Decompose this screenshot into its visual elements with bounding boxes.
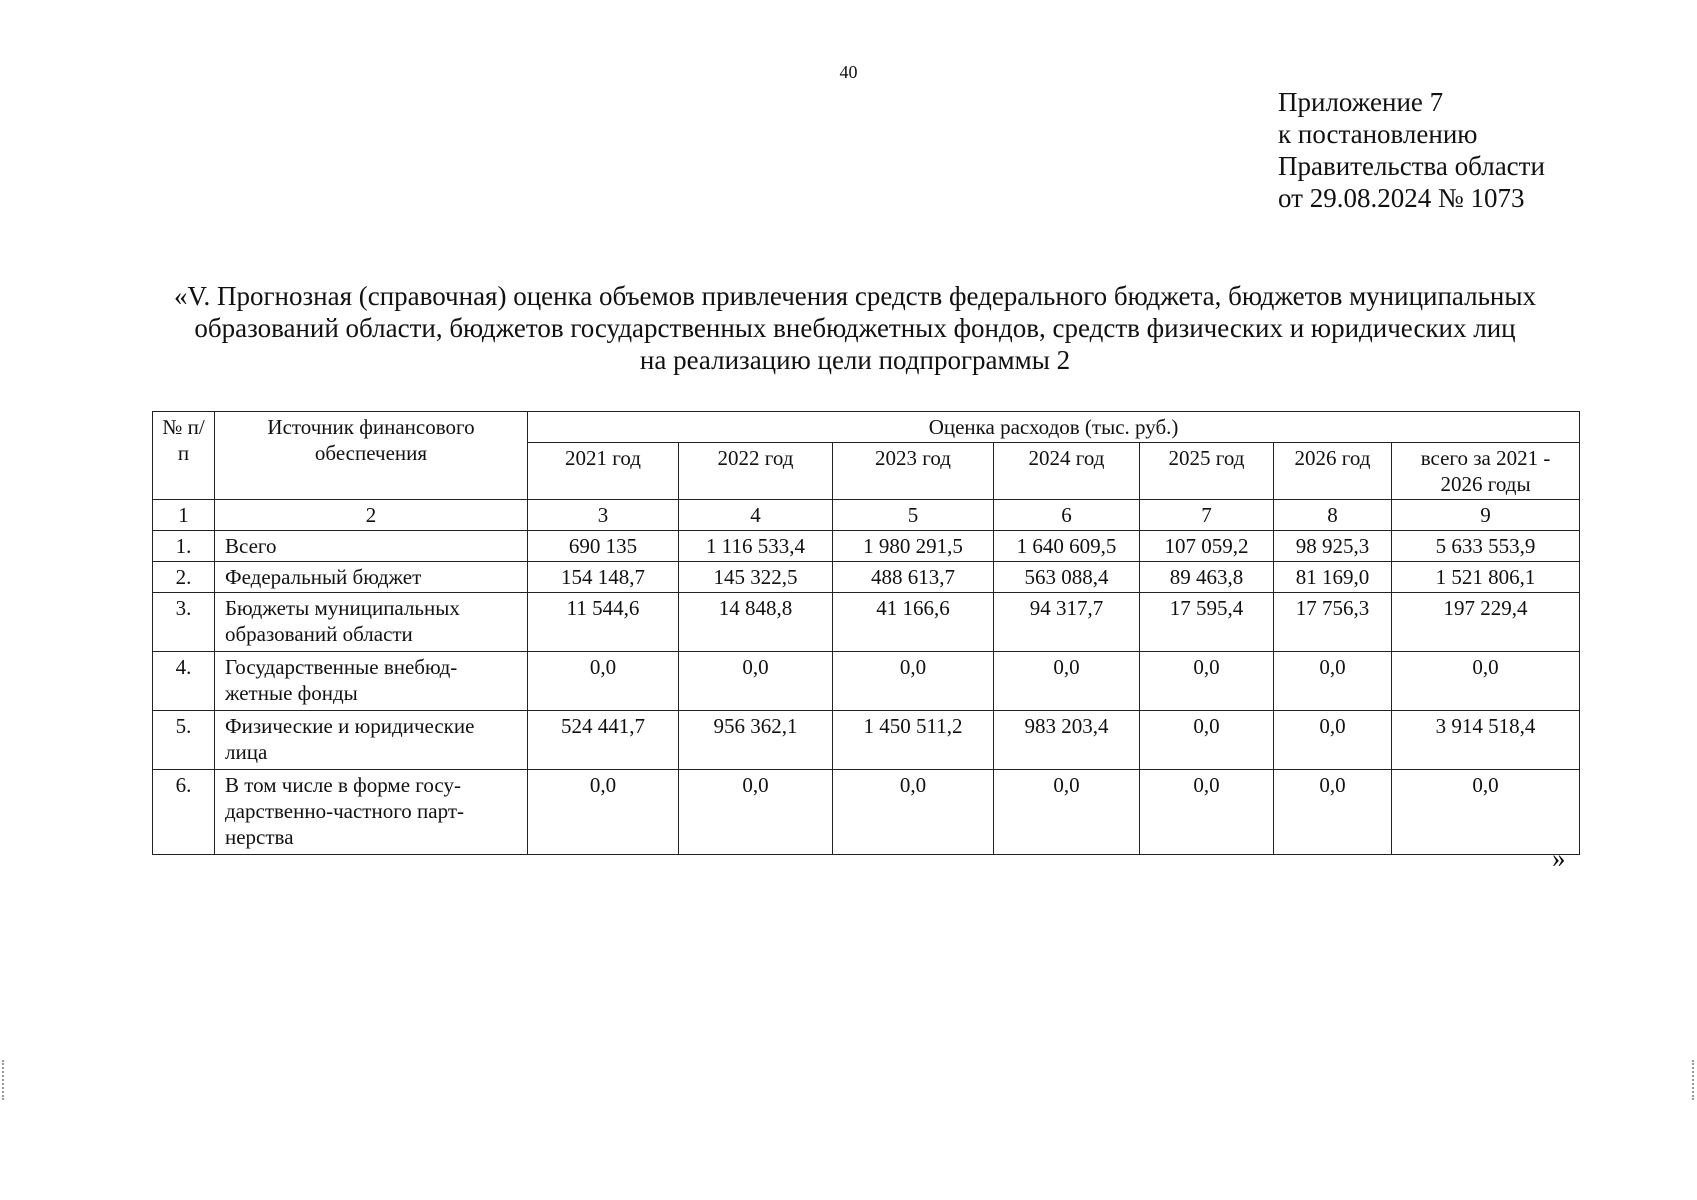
page-number: 40	[839, 62, 858, 82]
appendix-line-2: к постановлению	[1278, 119, 1478, 149]
financing-table	[152, 411, 1580, 855]
header-year: 2023 год	[833, 443, 994, 500]
header-year: 2021 год	[528, 443, 679, 500]
header-year: 2024 год	[994, 443, 1140, 500]
row-value: 17 595,4	[1140, 593, 1274, 652]
row-value: 0,0	[1140, 652, 1274, 711]
column-number: 4	[679, 500, 833, 531]
column-number: 8	[1274, 500, 1392, 531]
header-num: № п/п	[153, 412, 215, 500]
section-title	[120, 280, 1590, 376]
table-row	[153, 562, 1580, 593]
table-row	[153, 711, 1580, 770]
appendix-line-3: Правительства области	[1278, 151, 1545, 181]
row-value: 563 088,4	[994, 562, 1140, 593]
row-source-name: В том числе в форме госу-дарственно-частного парт-нерства	[215, 770, 528, 855]
row-source-name: Бюджеты муниципальных образований области	[215, 593, 528, 652]
row-num: 4.	[153, 652, 215, 711]
row-value: 1 640 609,5	[994, 531, 1140, 562]
table-row	[153, 531, 1580, 562]
title-line-3: на реализацию цели подпрограммы 2	[639, 345, 1071, 375]
column-number: 6	[994, 500, 1140, 531]
row-value: 524 441,7	[528, 711, 679, 770]
row-value: 983 203,4	[994, 711, 1140, 770]
title-line-1: «V. Прогнозная (справочная) оценка объемов привлечения средств федерального бюджета, бюджетов муниципальных	[173, 281, 1537, 311]
header-source: Источник финансового обеспечения	[215, 412, 528, 500]
row-value: 956 362,1	[679, 711, 833, 770]
row-value: 0,0	[833, 652, 994, 711]
row-value: 107 059,2	[1140, 531, 1274, 562]
appendix-line-4: от 29.08.2024 № 1073	[1278, 183, 1525, 213]
row-value: 17 756,3	[1274, 593, 1392, 652]
row-source-name: Федеральный бюджет	[215, 562, 528, 593]
row-total: 197 229,4	[1392, 593, 1580, 652]
column-number: 5	[833, 500, 994, 531]
row-source-name: Физические и юридические лица	[215, 711, 528, 770]
row-value: 0,0	[994, 652, 1140, 711]
column-number: 3	[528, 500, 679, 531]
row-value: 89 463,8	[1140, 562, 1274, 593]
row-num: 1.	[153, 531, 215, 562]
row-value: 1 116 533,4	[679, 531, 833, 562]
row-num: 5.	[153, 711, 215, 770]
row-value: 690 135	[528, 531, 679, 562]
scan-edge-mark-right	[1692, 1060, 1696, 1100]
row-value: 1 980 291,5	[833, 531, 994, 562]
column-number: 2	[215, 500, 528, 531]
row-value: 98 925,3	[1274, 531, 1392, 562]
row-source-name: Государственные внебюд-жетные фонды	[215, 652, 528, 711]
row-total: 5 633 553,9	[1392, 531, 1580, 562]
row-total: 0,0	[1392, 770, 1580, 855]
row-value: 0,0	[528, 770, 679, 855]
column-number: 7	[1140, 500, 1274, 531]
row-value: 145 322,5	[679, 562, 833, 593]
row-total: 0,0	[1392, 652, 1580, 711]
row-value: 0,0	[1274, 770, 1392, 855]
row-source-name: Всего	[215, 531, 528, 562]
row-num: 6.	[153, 770, 215, 855]
row-value: 0,0	[679, 652, 833, 711]
table-row	[153, 593, 1580, 652]
row-num: 3.	[153, 593, 215, 652]
row-total: 1 521 806,1	[1392, 562, 1580, 593]
header-total: всего за 2021 - 2026 годы	[1392, 443, 1580, 500]
title-line-2: образований области, бюджетов государственных внебюджетных фондов, средств физических и юридических лиц	[194, 313, 1516, 343]
table-row	[153, 652, 1580, 711]
row-value: 154 148,7	[528, 562, 679, 593]
header-year: 2022 год	[679, 443, 833, 500]
header-year: 2026 год	[1274, 443, 1392, 500]
row-total: 3 914 518,4	[1392, 711, 1580, 770]
row-value: 0,0	[833, 770, 994, 855]
row-value: 41 166,6	[833, 593, 994, 652]
header-estimate: Оценка расходов (тыс. руб.)	[528, 412, 1580, 443]
row-value: 0,0	[528, 652, 679, 711]
column-number-row	[153, 500, 1580, 531]
header-year: 2025 год	[1140, 443, 1274, 500]
column-number: 1	[153, 500, 215, 531]
row-value: 0,0	[679, 770, 833, 855]
table-row	[153, 770, 1580, 855]
row-value: 81 169,0	[1274, 562, 1392, 593]
column-number: 9	[1392, 500, 1580, 531]
row-value: 11 544,6	[528, 593, 679, 652]
row-value: 14 848,8	[679, 593, 833, 652]
closing-quote: »	[1552, 843, 1566, 873]
appendix-line-1: Приложение 7	[1278, 87, 1444, 117]
row-value: 0,0	[1140, 770, 1274, 855]
row-value: 488 613,7	[833, 562, 994, 593]
appendix-block	[1278, 86, 1545, 214]
scan-edge-mark-left	[2, 1060, 6, 1100]
row-value: 0,0	[1140, 711, 1274, 770]
row-value: 0,0	[994, 770, 1140, 855]
table-header-row	[153, 412, 1580, 443]
row-value: 94 317,7	[994, 593, 1140, 652]
row-num: 2.	[153, 562, 215, 593]
row-value: 0,0	[1274, 652, 1392, 711]
row-value: 1 450 511,2	[833, 711, 994, 770]
row-value: 0,0	[1274, 711, 1392, 770]
